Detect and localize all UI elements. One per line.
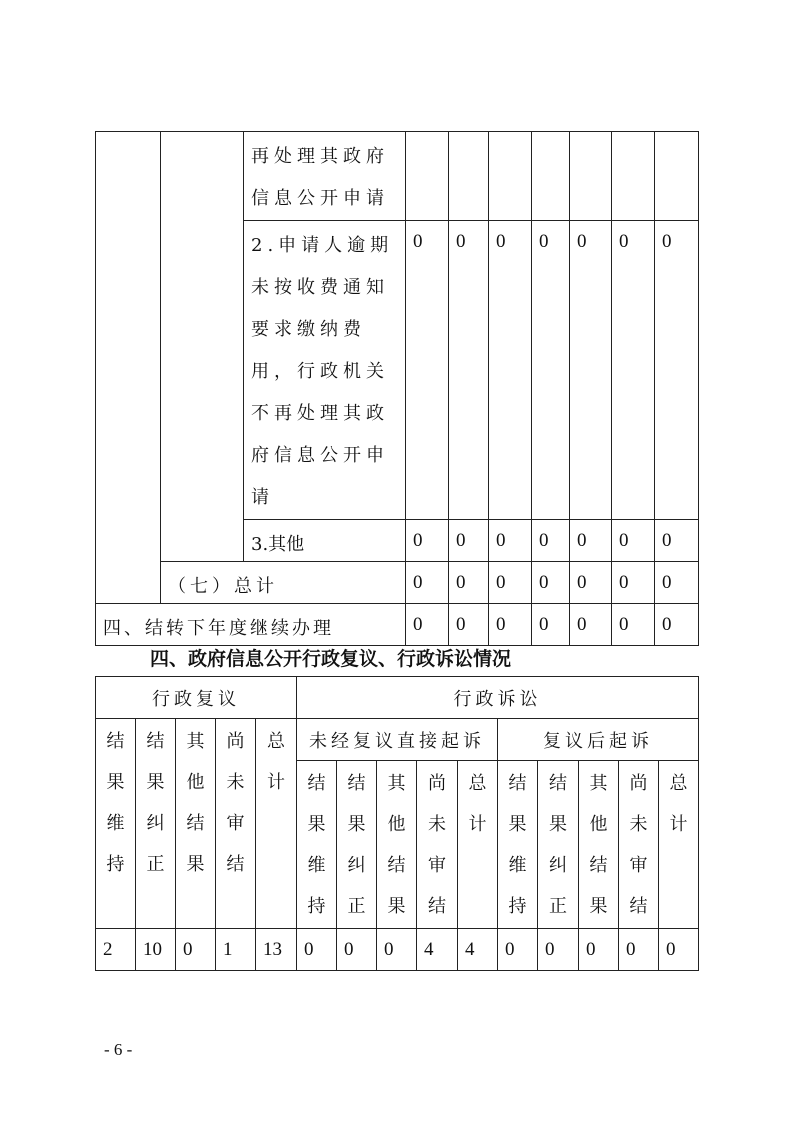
sub-header-direct: 未经复议直接起诉 — [297, 719, 498, 761]
header-char: 结 — [387, 855, 406, 876]
header-char: 正 — [549, 896, 567, 917]
value-cell: 10 — [136, 929, 176, 971]
value-cell: 0 — [489, 604, 532, 646]
value-cell: 0 — [532, 604, 570, 646]
header-char: 持 — [508, 896, 527, 917]
col-header — [176, 719, 216, 929]
header-char: 果 — [549, 814, 567, 835]
header-char: 未 — [428, 814, 446, 835]
header-char: 审 — [629, 855, 648, 876]
col-header — [256, 719, 297, 929]
header-char: 计 — [267, 772, 285, 793]
col-header — [579, 761, 619, 929]
header-char: 结 — [307, 773, 326, 794]
header-char: 结 — [549, 773, 567, 794]
value-cell: 0 — [538, 929, 579, 971]
header-char: 果 — [387, 896, 406, 917]
value-cell — [406, 132, 449, 221]
header-char: 他 — [589, 814, 608, 835]
col-header — [458, 761, 498, 929]
value-cell: 0 — [570, 604, 612, 646]
header-char: 其 — [589, 773, 608, 794]
value-cell — [532, 132, 570, 221]
page-number: - 6 - — [104, 1040, 133, 1059]
col-header — [538, 761, 579, 929]
value-cell: 0 — [449, 221, 489, 520]
value-cell: 0 — [449, 562, 489, 604]
value-cell: 0 — [532, 520, 570, 562]
header-char: 维 — [106, 813, 125, 834]
header-char: 果 — [589, 896, 608, 917]
value-cell: 0 — [655, 604, 699, 646]
value-cell: 0 — [489, 221, 532, 520]
section-heading: 四、政府信息公开行政复议、行政诉讼情况 — [150, 648, 512, 670]
header-char: 纠 — [347, 855, 366, 876]
group-header-litigation: 行政诉讼 — [297, 677, 699, 719]
header-char: 审 — [428, 855, 446, 876]
value-cell: 0 — [579, 929, 619, 971]
value-cell: 4 — [417, 929, 458, 971]
value-cell: 0 — [498, 929, 538, 971]
row-label: （七）总计 — [161, 562, 406, 604]
value-cell: 0 — [297, 929, 337, 971]
group-header-review: 行政复议 — [96, 677, 297, 719]
row-label: 2.申请人逾期未按收费通知要求缴纳费用，行政机关不再处理其政府信息公开申请 — [244, 221, 406, 520]
header-char: 尚 — [226, 731, 245, 752]
table-row — [96, 562, 699, 604]
header-char: 果 — [106, 772, 125, 793]
header-char: 维 — [508, 855, 527, 876]
value-cell: 0 — [570, 221, 612, 520]
value-cell: 0 — [619, 929, 659, 971]
header-char: 维 — [307, 855, 326, 876]
col-header — [498, 761, 538, 929]
header-char: 结 — [186, 813, 205, 834]
value-cell — [449, 132, 489, 221]
value-cell: 0 — [655, 520, 699, 562]
value-cell: 0 — [176, 929, 216, 971]
col-header — [216, 719, 256, 929]
row-label: 3.其他 — [244, 520, 406, 562]
value-cell: 0 — [489, 562, 532, 604]
value-cell: 0 — [532, 562, 570, 604]
blank-cell — [161, 132, 244, 562]
header-char: 尚 — [629, 773, 648, 794]
col-header — [136, 719, 176, 929]
header-char: 正 — [347, 896, 366, 917]
value-cell: 0 — [377, 929, 417, 971]
col-header — [377, 761, 417, 929]
header-char: 结 — [629, 896, 648, 917]
header-char: 果 — [307, 814, 326, 835]
header-char: 其 — [186, 731, 205, 752]
table-header-row — [96, 719, 699, 761]
value-cell: 0 — [570, 520, 612, 562]
header-char: 结 — [508, 773, 527, 794]
header-char: 纠 — [146, 813, 165, 834]
header-char: 果 — [186, 854, 205, 875]
col-header — [659, 761, 699, 929]
value-cell — [655, 132, 699, 221]
value-cell — [570, 132, 612, 221]
value-cell: 0 — [612, 520, 655, 562]
row-label: 再处理其政府信息公开申请 — [244, 132, 406, 221]
header-char: 正 — [146, 854, 165, 875]
sub-header-after-review: 复议后起诉 — [498, 719, 699, 761]
header-char: 结 — [589, 855, 608, 876]
value-cell: 0 — [655, 562, 699, 604]
row-label: 四、结转下年度继续办理 — [96, 604, 406, 646]
value-cell: 0 — [406, 604, 449, 646]
value-cell: 2 — [96, 929, 136, 971]
col-header — [619, 761, 659, 929]
header-char: 总 — [669, 773, 688, 794]
header-char: 审 — [226, 813, 245, 834]
col-header — [297, 761, 337, 929]
value-cell: 1 — [216, 929, 256, 971]
header-char: 总 — [267, 731, 285, 752]
col-header — [96, 719, 136, 929]
blank-cell — [96, 132, 161, 604]
header-char: 未 — [629, 814, 648, 835]
header-char: 果 — [146, 772, 165, 793]
col-header — [417, 761, 458, 929]
value-cell: 0 — [406, 520, 449, 562]
value-cell: 0 — [570, 562, 612, 604]
header-char: 尚 — [428, 773, 446, 794]
value-cell: 0 — [612, 221, 655, 520]
value-cell: 0 — [659, 929, 699, 971]
value-cell: 4 — [458, 929, 498, 971]
value-cell: 0 — [449, 520, 489, 562]
header-char: 结 — [146, 731, 165, 752]
value-cell: 0 — [612, 562, 655, 604]
header-char: 总 — [468, 773, 487, 794]
value-cell: 0 — [655, 221, 699, 520]
header-char: 持 — [307, 896, 326, 917]
table-row — [96, 132, 699, 221]
table-row — [96, 604, 699, 646]
review-litigation-table — [95, 676, 699, 971]
col-header — [337, 761, 377, 929]
header-char: 结 — [106, 731, 125, 752]
header-char: 计 — [468, 814, 487, 835]
header-char: 他 — [387, 814, 406, 835]
value-cell: 0 — [406, 562, 449, 604]
header-char: 其 — [387, 773, 406, 794]
value-cell: 0 — [449, 604, 489, 646]
table-header-row — [96, 677, 699, 719]
header-char: 持 — [106, 854, 125, 875]
header-char: 纠 — [549, 855, 567, 876]
value-cell: 0 — [532, 221, 570, 520]
value-cell — [489, 132, 532, 221]
value-cell: 13 — [256, 929, 297, 971]
value-cell: 0 — [337, 929, 377, 971]
header-char: 结 — [347, 773, 366, 794]
value-cell: 0 — [612, 604, 655, 646]
applications-table-continued — [95, 131, 699, 646]
header-char: 未 — [226, 772, 245, 793]
header-char: 结 — [428, 896, 446, 917]
table-row — [96, 929, 699, 971]
value-cell: 0 — [406, 221, 449, 520]
value-cell: 0 — [489, 520, 532, 562]
header-char: 果 — [347, 814, 366, 835]
header-char: 结 — [226, 854, 245, 875]
header-char: 他 — [186, 772, 205, 793]
header-char: 计 — [669, 814, 688, 835]
header-char: 果 — [508, 814, 527, 835]
value-cell — [612, 132, 655, 221]
